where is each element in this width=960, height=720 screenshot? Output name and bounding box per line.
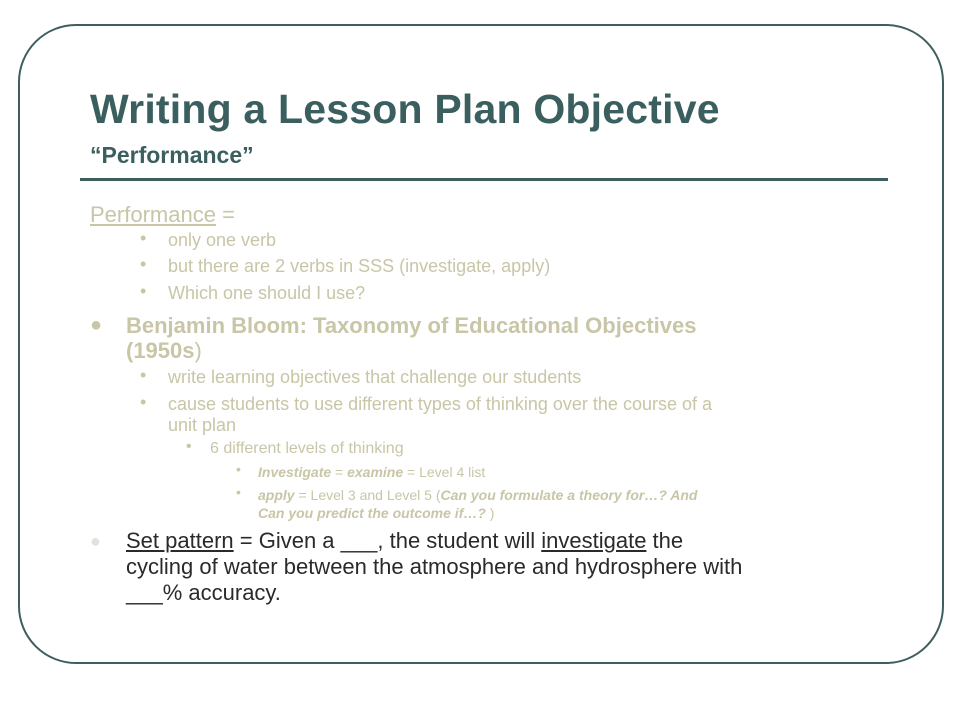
set-pattern-blank2: ___ — [126, 580, 163, 605]
performance-heading — [90, 202, 880, 230]
bullet-icon: • — [140, 281, 147, 301]
list-item-text: only one verb — [168, 230, 277, 250]
bullet-icon: ● — [90, 314, 103, 336]
list-item-apply — [90, 486, 880, 528]
set-pattern-blank1: ___ — [340, 528, 378, 553]
bullet-icon: • — [140, 228, 147, 248]
set-pattern-verb: investigate — [541, 528, 647, 553]
list-item — [90, 256, 880, 283]
apply-rest: = Level 3 and Level 5 ( — [294, 487, 441, 503]
investigate-eq: = — [331, 464, 348, 480]
bloom-heading-line2: (1950s — [126, 338, 195, 363]
list-item — [90, 367, 880, 394]
bullet-icon: • — [236, 484, 241, 500]
bloom-heading — [90, 313, 880, 367]
set-pattern — [90, 528, 880, 606]
slide-body — [90, 202, 880, 606]
list-item-text: unit plan — [168, 415, 237, 435]
apply-close: ) — [485, 505, 495, 521]
set-pattern-text2: , the student will — [377, 528, 542, 553]
list-item — [90, 440, 880, 464]
performance-term: Performance — [90, 202, 216, 227]
investigate-verb: Investigate — [258, 464, 332, 480]
performance-suffix: = — [215, 202, 235, 227]
list-item-text: write learning objectives that challenge our students — [168, 367, 582, 387]
bloom-heading-line1: Benjamin Bloom: Taxonomy of Educational Objectives — [126, 313, 697, 338]
slide-subtitle: “Performance” — [90, 142, 254, 168]
investigate-synonym: examine — [347, 464, 404, 480]
list-item-text: Which one should I use? — [168, 283, 366, 303]
bullet-icon: • — [140, 392, 147, 412]
set-pattern-text1: = Given a — [233, 528, 341, 553]
list-item-investigate — [90, 461, 880, 486]
bullet-icon: • — [140, 365, 147, 385]
bullet-icon: • — [186, 438, 192, 455]
title-divider — [80, 178, 888, 181]
bullet-icon: • — [140, 254, 147, 274]
slide-title: Writing a Lesson Plan Objective — [90, 86, 720, 132]
set-pattern-line2: cycling of water between the atmosphere and hydrosphere with — [126, 554, 743, 579]
set-pattern-label: Set pattern — [126, 528, 234, 553]
list-item-text: cause students to use different types of thinking over the course of a — [168, 394, 712, 414]
set-pattern-line3: % accuracy. — [162, 580, 281, 605]
bullet-icon: • — [236, 461, 241, 477]
list-item — [90, 283, 880, 313]
set-pattern-text3: the — [646, 528, 684, 553]
list-item-text: but there are 2 verbs in SSS (investigate, apply) — [168, 256, 551, 276]
bloom-heading-close: ) — [194, 338, 202, 363]
apply-question1: Can you formulate a theory for…? And — [440, 487, 698, 503]
apply-verb: apply — [258, 487, 295, 503]
list-item — [90, 394, 880, 440]
bullet-icon: ● — [90, 531, 101, 551]
levels-label: 6 different levels of thinking — [210, 440, 404, 457]
apply-question2: Can you predict the outcome if…? — [258, 505, 486, 521]
investigate-rest: = Level 4 list — [403, 464, 486, 480]
list-item — [90, 230, 880, 256]
